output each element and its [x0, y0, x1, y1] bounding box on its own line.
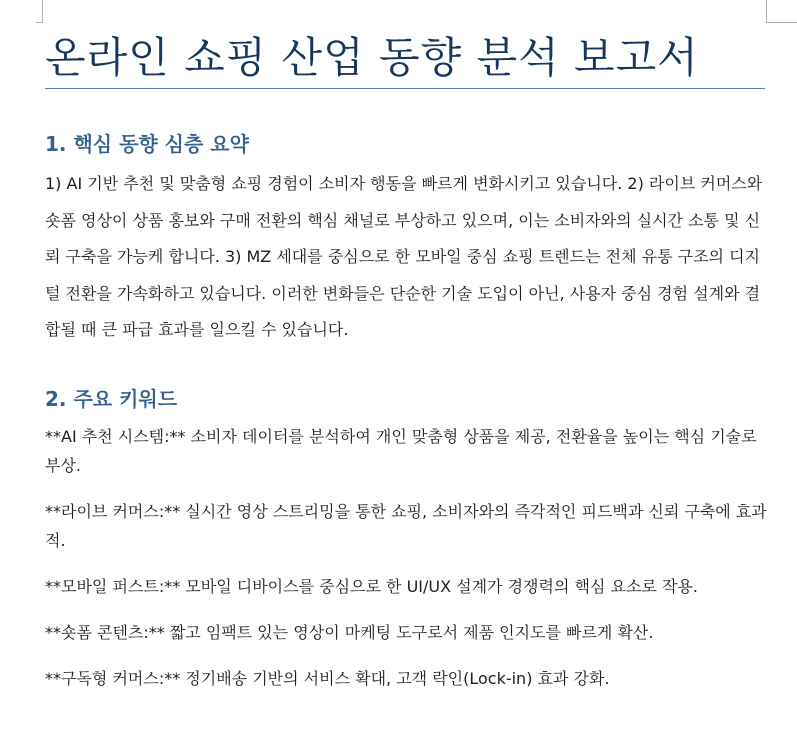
keyword-item: **모바일 퍼스트:** 모바일 디바이스를 중심으로 한 UI/UX 설계가 경쟁력의 핵심 요소로 작용.: [45, 577, 698, 596]
keyword-item: **구독형 커머스:** 정기배송 기반의 서비스 확대, 고객 락인(Lock-in) 효과 강화.: [45, 669, 610, 688]
section-heading-keywords: 2. 주요 키워드: [45, 387, 178, 411]
section-heading-summary: 1. 핵심 동향 심층 요약: [45, 132, 249, 156]
title-underline: [45, 88, 765, 89]
crop-mark-left: [36, 0, 43, 23]
keyword-item: **라이브 커머스:** 실시간 영상 스트리밍을 통한 쇼핑, 소비자와의 즉각적인 피드백과 신뢰 구축에 효과적.: [45, 502, 767, 550]
crop-mark-right: [766, 0, 797, 23]
keyword-item: **AI 추천 시스템:** 소비자 데이터를 분석하여 개인 맞춤형 상품을 제공, 전환율을 높이는 핵심 기술로 부상.: [45, 427, 757, 475]
document-title: 온라인 쇼핑 산업 동향 분석 보고서: [45, 33, 699, 82]
keyword-list: [45, 422, 770, 710]
summary-paragraph: 1) AI 기반 추천 및 맞춤형 쇼핑 경험이 소비자 행동을 빠르게 변화시키고 있습니다. 2) 라이브 커머스와 숏폼 영상이 상품 홍보와 구매 전환의 핵심 채널로 부상하고 있으며, 이는 소비자와의 실시간 소통 및 신뢰 구축을 가능케 합니다. 3) MZ 세대를 중심으로 한 모바일 중심 쇼핑 트렌드는 전체 유통 구조의 디지털 전환을 가속화하고 있습니다. 이러한 변화들은 단순한 기술 도입이 아닌, 사용자 중심 경험 설계와 결합될 때 큰 파급 효과를 일으킬 수 있습니다.: [45, 174, 763, 339]
keyword-item: **숏폼 콘텐츠:** 짧고 임팩트 있는 영상이 마케팅 도구로서 제품 인지도를 빠르게 확산.: [45, 623, 654, 642]
